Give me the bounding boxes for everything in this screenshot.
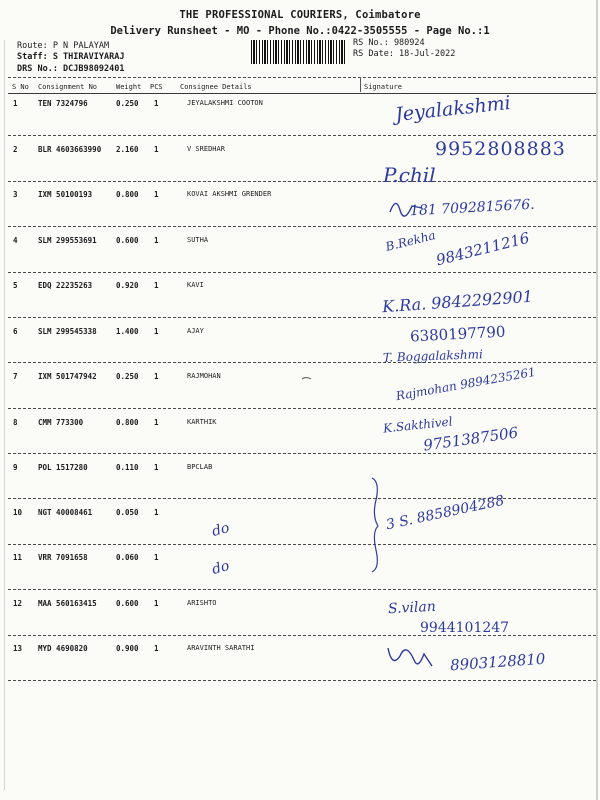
row-consignee: KOVAI AKSHMI GRENDER (187, 190, 272, 198)
row-pcs: 1 (154, 99, 159, 108)
row-pcs: 1 (154, 508, 159, 517)
row-sno: 13 (13, 644, 23, 653)
runsheet-subtitle: Delivery Runsheet - MO - Phone No.:0422-3505555 - Page No.:1 (110, 25, 490, 37)
row-consignment: MYD 4690820 (38, 644, 88, 653)
route-label: Route: P N PALAYAM (17, 41, 110, 51)
handwritten-ditto: do (210, 520, 232, 540)
row-sno: 2 (13, 145, 18, 154)
handwritten-phone: 9944101247 (420, 620, 510, 636)
handwritten-signature: K.Sakthivel (382, 414, 454, 436)
row-sno: 9 (13, 463, 18, 472)
col-header-weight: Weight (116, 83, 142, 91)
handwritten-ditto: do (210, 558, 232, 578)
row-sno: 10 (13, 508, 23, 517)
row-weight: 1.400 (116, 327, 139, 336)
handwritten-phone: 9843211216 (434, 228, 532, 270)
handwritten-signature: S.vilan (387, 598, 437, 618)
row-sno: 4 (13, 236, 18, 245)
row-consignment: IXM 501747942 (38, 372, 97, 381)
row-consignee: ARISHTO (187, 599, 217, 607)
row-weight: 0.800 (116, 190, 139, 199)
row-sno: 11 (13, 553, 23, 562)
drs-number: DRS No.: DCJB98092401 (17, 64, 125, 74)
row-weight: 0.250 (116, 372, 139, 381)
row-consignee: AJAY (187, 327, 204, 335)
row-sno: 8 (13, 418, 18, 427)
handwritten-signature: T. Boggalakshmi (382, 347, 484, 365)
row-consignment: IXM 50100193 (38, 190, 93, 199)
row-consignment: SLM 299545338 (38, 327, 97, 336)
row-weight: 2.160 (116, 145, 139, 154)
row-consignee: KARTHIK (187, 418, 217, 426)
row-weight: 0.600 (116, 236, 139, 245)
row-pcs: 1 (154, 372, 159, 381)
col-header-consignment: Consignment No (38, 83, 98, 91)
row-weight: 0.600 (116, 599, 139, 608)
handwritten-phone: K.Ra. 9842292901 (381, 286, 534, 317)
row-sno: 12 (13, 599, 23, 608)
signature-scribble-row13 (388, 648, 432, 666)
col-header-signature: Signature (364, 83, 402, 91)
row-consignment: SLM 299553691 (38, 236, 97, 245)
col-header-sno: S No (12, 83, 29, 91)
handwritten-signature: Rajmohan 9894235261 (394, 364, 537, 404)
handwritten-phone: 181 7092815676. (409, 196, 536, 220)
row-pcs: 1 (154, 463, 159, 472)
row-sno: 1 (13, 99, 18, 108)
row-pcs: 1 (154, 418, 159, 427)
row-consignee: ARAVINTH SARATHI (187, 644, 255, 652)
staff-label: Staff: S THIRAVIYARAJ (17, 52, 125, 62)
tick-mark (302, 378, 311, 380)
row-pcs: 1 (154, 644, 159, 653)
handwritten-phone: 9751387506 (422, 423, 520, 455)
handwritten-phone: 8903128810 (449, 649, 546, 675)
row-consignment: BLR 4603663990 (38, 145, 102, 154)
company-title: THE PROFESSIONAL COURIERS, Coimbatore (179, 9, 421, 21)
row-consignment: CMM 773300 (38, 418, 84, 427)
row-weight: 0.250 (116, 99, 139, 108)
row-sno: 5 (13, 281, 18, 290)
row-consignee: SUTHA (187, 236, 209, 244)
row-sno: 6 (13, 327, 18, 336)
row-consignment: MAA 560163415 (38, 599, 97, 608)
row-pcs: 1 (154, 145, 159, 154)
row-pcs: 1 (154, 553, 159, 562)
row-pcs: 1 (154, 281, 159, 290)
row-weight: 0.920 (116, 281, 139, 290)
handwritten-signature: 3 S. 8858904288 (384, 492, 506, 534)
handwritten-signature: Jeyalakshmi (394, 92, 512, 126)
row-weight: 0.900 (116, 644, 139, 653)
signature-scribble-row3 (390, 203, 422, 216)
handwritten-phone: 6380197790 (409, 322, 506, 346)
row-consignment: TEN 7324796 (38, 99, 88, 108)
rs-number: RS No.: 980924 (353, 38, 425, 48)
row-pcs: 1 (154, 236, 159, 245)
row-sno: 3 (13, 190, 18, 199)
row-consignee: KAVI (187, 281, 204, 289)
curly-brace-mark (372, 478, 378, 572)
row-weight: 0.110 (116, 463, 139, 472)
row-sno: 7 (13, 372, 18, 381)
col-header-pcs: PCS (150, 83, 163, 91)
row-consignment: VRR 7091658 (38, 553, 88, 562)
row-consignee: BPCLAB (187, 463, 213, 471)
row-consignee: V SREDHAR (187, 145, 225, 153)
row-consignee: RAJMOHAN (187, 372, 221, 380)
row-weight: 0.050 (116, 508, 139, 517)
row-pcs: 1 (154, 327, 159, 336)
handwritten-signature: B.Rekha (384, 228, 437, 254)
row-consignee: JEYALAKSHMI COOTON (187, 99, 263, 107)
handwritten-phone: 9952808883 (435, 138, 566, 160)
row-consignment: EDQ 22235263 (38, 281, 93, 290)
row-consignment: NGT 40008461 (38, 508, 93, 517)
row-weight: 0.060 (116, 553, 139, 562)
row-consignment: POL 1517280 (38, 463, 88, 472)
handwritten-signature: P.chil (383, 163, 436, 187)
rs-date: RS Date: 18-Jul-2022 (353, 49, 456, 59)
row-weight: 0.800 (116, 418, 139, 427)
row-pcs: 1 (154, 599, 159, 608)
row-pcs: 1 (154, 190, 159, 199)
col-header-consignee: Consignee Details (180, 83, 252, 91)
